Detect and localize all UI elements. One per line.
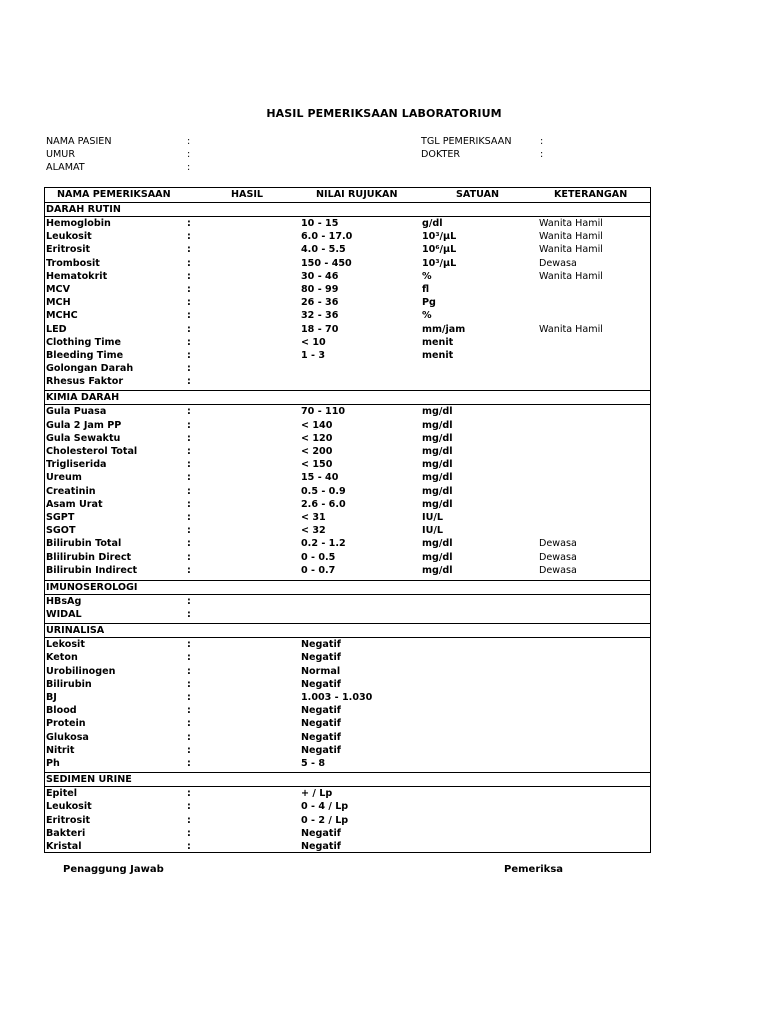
test-name: Golongan Darah — [46, 363, 134, 375]
colon: : — [187, 744, 191, 756]
unit: mg/dl — [422, 432, 453, 444]
unit: mg/dl — [422, 551, 453, 563]
unit: mg/dl — [422, 472, 453, 484]
table-row — [45, 638, 650, 651]
reference-value: < 32 — [301, 525, 326, 537]
reference-value: 0.5 - 0.9 — [301, 485, 346, 497]
test-name: Clothing Time — [46, 336, 121, 348]
reference-value: 5 - 8 — [301, 757, 326, 769]
colon: : — [187, 485, 191, 497]
reference-value: 18 - 70 — [301, 323, 339, 335]
table-row — [45, 323, 650, 336]
colon: : — [187, 459, 191, 471]
colon: : — [187, 376, 191, 388]
test-name: Ph — [46, 757, 60, 769]
colon: : — [187, 270, 191, 282]
section-kimia-darah — [45, 390, 650, 576]
reference-value: 2.6 - 6.0 — [301, 498, 346, 510]
reference-value: Negatif — [301, 840, 341, 852]
section-imunoserologi — [45, 580, 650, 621]
test-name: BJ — [46, 692, 57, 703]
colon: : — [187, 705, 191, 717]
test-name: Kristal — [46, 840, 82, 852]
colon: : — [187, 446, 191, 457]
reference-value: 0 - 4 / Lp — [301, 801, 349, 813]
patient-info-left — [46, 135, 346, 174]
reference-value: Normal — [301, 665, 341, 677]
colon: : — [187, 652, 191, 664]
colon: : — [187, 336, 191, 348]
reference-value: < 150 — [301, 459, 333, 471]
unit: IU/L — [422, 525, 443, 537]
test-name: Gula Puasa — [46, 406, 107, 418]
reference-value: Negatif — [301, 731, 341, 743]
info-row-alamat — [46, 161, 346, 174]
reference-value: Negatif — [301, 827, 341, 839]
reference-value: < 200 — [301, 446, 333, 457]
note: Wanita Hamil — [539, 231, 603, 243]
test-name: Eritrosit — [46, 814, 91, 826]
header-satuan: SATUAN — [456, 189, 500, 200]
unit: IU/L — [422, 511, 443, 523]
table-row — [45, 432, 650, 445]
unit: fl — [422, 283, 430, 295]
table-row — [45, 309, 650, 322]
table-row — [45, 717, 650, 730]
info-colon: : — [187, 136, 191, 147]
info-row-nama-pasien — [46, 135, 346, 148]
colon: : — [187, 525, 191, 537]
note: Wanita Hamil — [539, 323, 603, 335]
test-name: Bakteri — [46, 827, 86, 839]
colon: : — [187, 218, 191, 229]
colon: : — [187, 349, 191, 361]
unit: mg/dl — [422, 459, 453, 471]
table-sections — [45, 203, 650, 853]
test-name: Hemoglobin — [46, 218, 111, 229]
reference-value: 1.003 - 1.030 — [301, 692, 373, 703]
note: Wanita Hamil — [539, 270, 603, 282]
test-name: Bilirubin Indirect — [46, 564, 138, 576]
table-row — [45, 551, 650, 564]
note: Dewasa — [539, 564, 577, 576]
note: Dewasa — [539, 551, 577, 563]
test-name: Rhesus Faktor — [46, 376, 124, 388]
colon: : — [187, 718, 191, 730]
unit: 10³/µL — [422, 231, 457, 243]
table-row — [45, 485, 650, 498]
signature-penanggung-jawab: Penaggung Jawab — [63, 864, 164, 875]
info-colon: : — [187, 162, 191, 173]
test-name: Bleeding Time — [46, 349, 124, 361]
reference-value: 6.0 - 17.0 — [301, 231, 353, 243]
test-name: Hematokrit — [46, 270, 108, 282]
header-nama-pemeriksaan: NAMA PEMERIKSAAN — [57, 189, 171, 200]
colon: : — [187, 551, 191, 563]
info-row-umur — [46, 148, 346, 161]
info-label: DOKTER — [421, 149, 461, 160]
colon: : — [187, 472, 191, 484]
unit: mm/jam — [422, 323, 466, 335]
reference-value: 10 - 15 — [301, 218, 339, 229]
table-header — [45, 188, 650, 203]
table-row — [45, 608, 650, 621]
test-name: Eritrosit — [46, 244, 91, 256]
test-name: Leukosit — [46, 231, 92, 243]
reference-value: 70 - 110 — [301, 406, 346, 418]
table-row — [45, 840, 650, 853]
section-sedimen-urine — [45, 772, 650, 853]
section-darah-rutin — [45, 203, 650, 388]
test-name: SGOT — [46, 525, 76, 537]
section-title: IMUNOSEROLOGI — [45, 580, 650, 595]
reference-value: < 120 — [301, 432, 333, 444]
colon: : — [187, 665, 191, 677]
table-row — [45, 362, 650, 375]
table-row — [45, 524, 650, 537]
colon: : — [187, 432, 191, 444]
info-colon: : — [540, 136, 544, 147]
test-name: WIDAL — [46, 609, 82, 621]
table-row — [45, 787, 650, 800]
test-name: Nitrit — [46, 744, 75, 756]
table-row — [45, 498, 650, 511]
reference-value: 32 - 36 — [301, 310, 339, 322]
unit: mg/dl — [422, 485, 453, 497]
test-name: Asam Urat — [46, 498, 103, 510]
table-row — [45, 691, 650, 704]
test-name: Trombosit — [46, 257, 100, 269]
table-row — [45, 704, 650, 717]
note: Wanita Hamil — [539, 218, 603, 229]
header-keterangan: KETERANGAN — [554, 189, 628, 200]
colon: : — [187, 788, 191, 800]
table-row — [45, 230, 650, 243]
reference-value: 150 - 450 — [301, 257, 352, 269]
reference-value: 4.0 - 5.5 — [301, 244, 346, 256]
colon: : — [187, 257, 191, 269]
reference-value: 30 - 46 — [301, 270, 339, 282]
test-name: Gula Sewaktu — [46, 432, 121, 444]
reference-value: Negatif — [301, 718, 341, 730]
table-row — [45, 243, 650, 256]
section-urinalisa — [45, 623, 650, 770]
table-row — [45, 800, 650, 813]
table-row — [45, 814, 650, 827]
test-name: Epitel — [46, 788, 78, 800]
test-name: Creatinin — [46, 485, 96, 497]
unit: menit — [422, 349, 454, 361]
unit: Pg — [422, 297, 436, 309]
colon: : — [187, 511, 191, 523]
colon: : — [187, 538, 191, 550]
test-name: Leukosit — [46, 801, 92, 813]
info-row-tgl-pemeriksaan — [421, 135, 621, 148]
unit: mg/dl — [422, 406, 453, 418]
section-title: SEDIMEN URINE — [45, 772, 650, 787]
test-name: Ureum — [46, 472, 82, 484]
unit: 10⁶/µL — [422, 244, 457, 256]
reference-value: Negatif — [301, 744, 341, 756]
unit: g/dl — [422, 218, 443, 229]
unit: mg/dl — [422, 538, 453, 550]
reference-value: 1 - 3 — [301, 349, 326, 361]
colon: : — [187, 731, 191, 743]
reference-value: 0 - 0.5 — [301, 551, 336, 563]
colon: : — [187, 323, 191, 335]
colon: : — [187, 231, 191, 243]
info-colon: : — [187, 149, 191, 160]
table-row — [45, 296, 650, 309]
signature-pemeriksa: Pemeriksa — [504, 864, 564, 875]
colon: : — [187, 310, 191, 322]
note: Dewasa — [539, 257, 577, 269]
reference-value: < 140 — [301, 419, 333, 431]
reference-value: 15 - 40 — [301, 472, 339, 484]
section-title: KIMIA DARAH — [45, 390, 650, 405]
colon: : — [187, 801, 191, 813]
colon: : — [187, 498, 191, 510]
test-name: Bilirubin — [46, 678, 92, 690]
table-row — [45, 731, 650, 744]
colon: : — [187, 678, 191, 690]
unit: mg/dl — [422, 564, 453, 576]
colon: : — [187, 692, 191, 703]
table-row — [45, 445, 650, 458]
colon: : — [187, 283, 191, 295]
section-title: URINALISA — [45, 623, 650, 638]
reference-value: 0 - 2 / Lp — [301, 814, 349, 826]
colon: : — [187, 595, 191, 607]
info-row-dokter — [421, 148, 621, 161]
test-name: Protein — [46, 718, 86, 730]
colon: : — [187, 840, 191, 852]
info-label: TGL PEMERIKSAAN — [421, 136, 512, 147]
info-label: ALAMAT — [46, 162, 85, 173]
table-row — [45, 419, 650, 432]
table-row — [45, 375, 650, 388]
table-row — [45, 827, 650, 840]
reference-value: 80 - 99 — [301, 283, 339, 295]
header-nilai-rujukan: NILAI RUJUKAN — [316, 189, 398, 200]
colon: : — [187, 419, 191, 431]
note: Dewasa — [539, 538, 577, 550]
info-label: NAMA PASIEN — [46, 136, 112, 147]
test-name: MCHC — [46, 310, 78, 322]
reference-value: < 10 — [301, 336, 326, 348]
test-name: SGPT — [46, 511, 75, 523]
test-name: Gula 2 Jam PP — [46, 419, 122, 431]
reference-value: 26 - 36 — [301, 297, 339, 309]
table-row — [45, 217, 650, 230]
colon: : — [187, 757, 191, 769]
reference-value: + / Lp — [301, 788, 333, 800]
unit: % — [422, 270, 432, 282]
table-row — [45, 283, 650, 296]
table-row — [45, 757, 650, 770]
table-row — [45, 349, 650, 362]
colon: : — [187, 827, 191, 839]
table-row — [45, 678, 650, 691]
colon: : — [187, 639, 191, 651]
table-row — [45, 471, 650, 484]
document-title: HASIL PEMERIKSAAN LABORATORIUM — [266, 107, 502, 120]
unit: % — [422, 310, 432, 322]
reference-value: 0 - 0.7 — [301, 564, 336, 576]
reference-value: Negatif — [301, 678, 341, 690]
note: Wanita Hamil — [539, 244, 603, 256]
test-name: Trigliserida — [46, 459, 107, 471]
reference-value: Negatif — [301, 705, 341, 717]
test-name: Glukosa — [46, 731, 89, 743]
patient-info-right — [421, 135, 621, 161]
unit: mg/dl — [422, 498, 453, 510]
test-name: Bilirubin Total — [46, 538, 122, 550]
test-name: MCV — [46, 283, 71, 295]
reference-value: Negatif — [301, 639, 341, 651]
unit: menit — [422, 336, 454, 348]
colon: : — [187, 297, 191, 309]
header-hasil: HASIL — [231, 189, 264, 200]
table-row — [45, 336, 650, 349]
section-title: DARAH RUTIN — [45, 203, 650, 217]
table-row — [45, 257, 650, 270]
test-name: HBsAg — [46, 595, 82, 607]
table-row — [45, 405, 650, 418]
test-name: Lekosit — [46, 639, 85, 651]
table-row — [45, 511, 650, 524]
test-name: Blilirubin Direct — [46, 551, 132, 563]
lab-results-table — [44, 187, 651, 853]
table-row — [45, 537, 650, 550]
table-row — [45, 651, 650, 664]
reference-value: 0.2 - 1.2 — [301, 538, 346, 550]
test-name: LED — [46, 323, 67, 335]
table-row — [45, 270, 650, 283]
reference-value: Negatif — [301, 652, 341, 664]
unit: mg/dl — [422, 419, 453, 431]
unit: 10³/µL — [422, 257, 457, 269]
test-name: Keton — [46, 652, 78, 664]
colon: : — [187, 814, 191, 826]
table-row — [45, 595, 650, 608]
reference-value: < 31 — [301, 511, 326, 523]
table-row — [45, 744, 650, 757]
colon: : — [187, 564, 191, 576]
table-row — [45, 564, 650, 577]
colon: : — [187, 609, 191, 621]
info-colon: : — [540, 149, 544, 160]
colon: : — [187, 363, 191, 375]
colon: : — [187, 406, 191, 418]
test-name: Cholesterol Total — [46, 446, 138, 457]
info-label: UMUR — [46, 149, 75, 160]
test-name: Blood — [46, 705, 77, 717]
unit: mg/dl — [422, 446, 453, 457]
table-row — [45, 665, 650, 678]
test-name: Urobilinogen — [46, 665, 116, 677]
test-name: MCH — [46, 297, 71, 309]
colon: : — [187, 244, 191, 256]
table-row — [45, 458, 650, 471]
